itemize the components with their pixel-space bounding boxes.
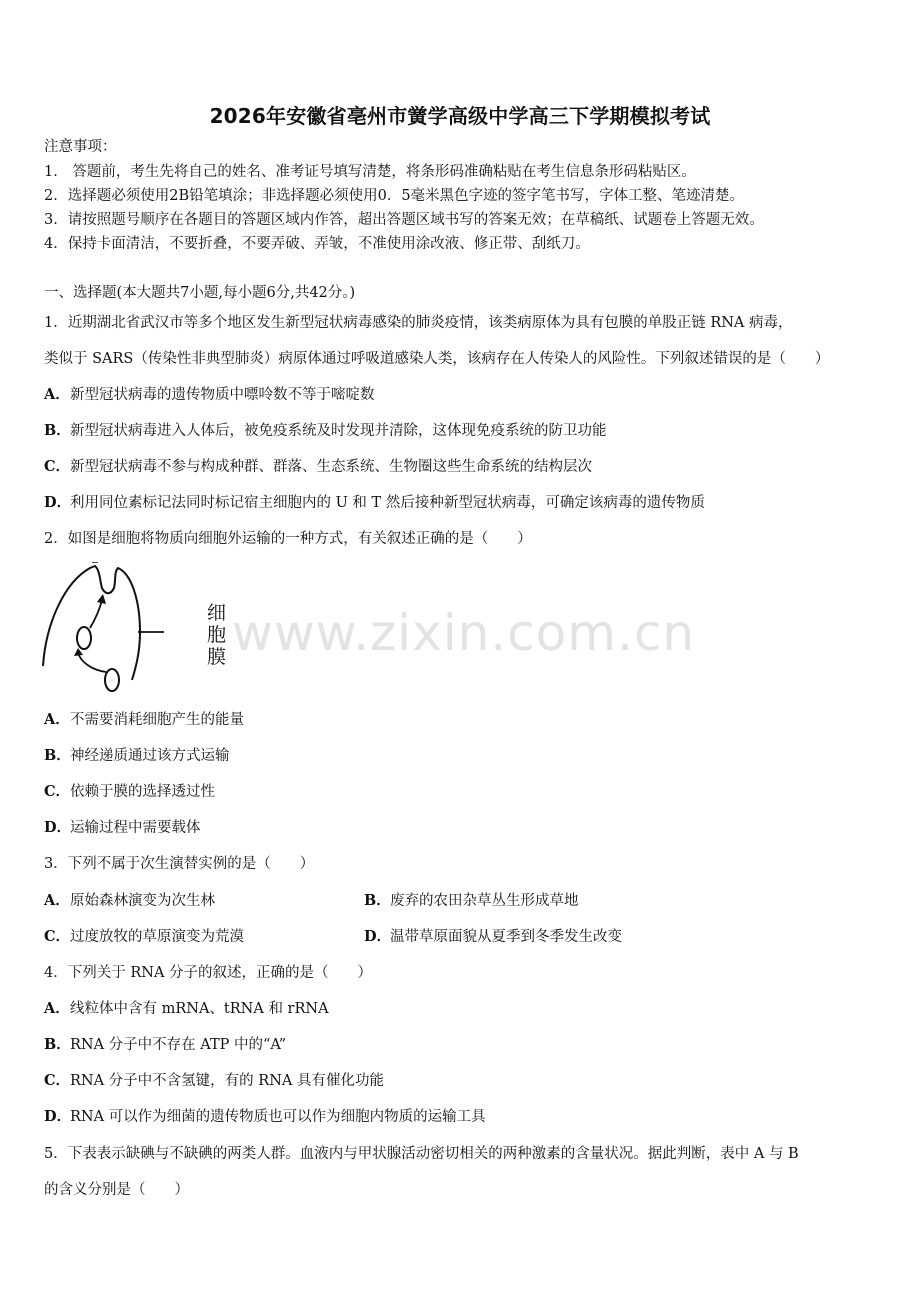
option-label: D． <box>364 928 392 945</box>
option-label: D． <box>44 494 72 511</box>
vesicle-lower <box>105 669 119 691</box>
option-label: B． <box>44 747 71 764</box>
q2-option-c[interactable] <box>44 782 215 802</box>
option-label: D． <box>44 1108 72 1125</box>
q1-option-a[interactable] <box>44 385 375 405</box>
option-label: B． <box>364 892 391 909</box>
option-text: 温带草原面貌从夏季到冬季发生改变 <box>390 929 622 945</box>
option-label: A． <box>44 711 70 728</box>
q3-option-a[interactable] <box>44 891 215 911</box>
membrane-label-char: 胞 <box>207 624 227 646</box>
cell-membrane-curve <box>43 566 140 680</box>
notice-item: 1． 答题前，考生先将自己的姓名、准考证号填写清楚，将条形码准确粘贴在考生信息条形码粘贴区。 <box>44 164 696 180</box>
page-title: 2026年安徽省亳州市黉学高级中学高三下学期模拟考试 <box>209 104 711 128</box>
q1-option-c[interactable] <box>44 457 592 477</box>
watermark: www.zixin.com.cn <box>232 604 696 662</box>
membrane-label-char: 细 <box>207 602 227 624</box>
option-text: RNA 分子中不含氢键，有的 RNA 具有催化功能 <box>70 1073 384 1089</box>
option-text: 运输过程中需要载体 <box>70 820 201 836</box>
option-text: 废弃的农田杂草丛生形成草地 <box>390 893 579 909</box>
q4-option-a[interactable] <box>44 999 329 1019</box>
notice-heading: 注意事项： <box>44 139 117 155</box>
q4-option-d[interactable] <box>44 1107 486 1127</box>
q2-option-d[interactable] <box>44 818 201 838</box>
exocytosis-figure <box>40 562 227 700</box>
q1-stem-line2: 类似于 SARS（传染性非典型肺炎）病原体通过呼吸道感染人类，该病存在人传染人的风险性。下列叙述错误的是（ ） <box>44 351 830 367</box>
q4-stem: 4．下列关于 RNA 分子的叙述，正确的是（ ） <box>44 965 373 981</box>
option-text: 新型冠状病毒不参与构成种群、群落、生态系统、生物圈这些生命系统的结构层次 <box>70 459 592 475</box>
q1-option-b[interactable] <box>44 421 607 441</box>
option-text: 神经递质通过该方式运输 <box>70 748 230 764</box>
arrow-upper <box>90 600 102 628</box>
q2-option-b[interactable] <box>44 746 230 766</box>
exocytosis-diagram <box>40 562 200 700</box>
option-label: D． <box>44 819 72 836</box>
option-text: RNA 可以作为细菌的遗传物质也可以作为细胞内物质的运输工具 <box>70 1109 486 1125</box>
option-label: A． <box>44 1000 70 1017</box>
option-text: 依赖于膜的选择透过性 <box>70 784 215 800</box>
notice-item: 2．选择题必须使用2B铅笔填涂；非选择题必须使用0．5毫米黑色字迹的签字笔书写，字体工整、笔迹清楚。 <box>44 188 745 204</box>
membrane-label-char: 膜 <box>207 646 227 668</box>
q3-option-c[interactable] <box>44 927 244 947</box>
option-text: 新型冠状病毒进入人体后，被免疫系统及时发现并清除，这体现免疫系统的防卫功能 <box>70 423 607 439</box>
option-label: C． <box>44 458 71 475</box>
q2-option-a[interactable] <box>44 710 244 730</box>
option-label: B． <box>44 1036 71 1053</box>
option-text: 线粒体中含有 mRNA、tRNA 和 rRNA <box>70 1001 329 1017</box>
q4-option-b[interactable] <box>44 1035 286 1055</box>
notice-item: 3．请按照题号顺序在各题目的答题区域内作答，超出答题区域书写的答案无效；在草稿纸、试题卷上答题无效。 <box>44 212 764 228</box>
option-label: C． <box>44 1072 71 1089</box>
arrow-upper-head <box>97 594 106 604</box>
q3-stem: 3．下列不属于次生演替实例的是（ ） <box>44 856 315 872</box>
q4-option-c[interactable] <box>44 1071 384 1091</box>
notice-item: 4．保持卡面清洁，不要折叠，不要弄破、弄皱，不准使用涂改液、修正带、刮纸刀。 <box>44 236 590 252</box>
option-text: 过度放牧的草原演变为荒漠 <box>70 929 244 945</box>
option-label: C． <box>44 928 71 945</box>
option-text: RNA 分子中不存在 ATP 中的“A” <box>70 1037 287 1053</box>
q3-option-d[interactable] <box>364 927 622 947</box>
q1-option-d[interactable] <box>44 493 705 513</box>
option-text: 利用同位素标记法同时标记宿主细胞内的 U 和 T 然后接种新型冠状病毒，可确定该病毒的遗传物质 <box>70 495 705 511</box>
option-label: A． <box>44 386 70 403</box>
option-label: A． <box>44 892 70 909</box>
option-label: B． <box>44 422 71 439</box>
option-text: 原始森林演变为次生林 <box>70 893 215 909</box>
q1-stem-line1: 1．近期湖北省武汉市等多个地区发生新型冠状病毒感染的肺炎疫情，该类病原体为具有包膜的单股正链 RNA 病毒， <box>44 315 793 331</box>
q5-stem-line2: 的含义分别是（ ） <box>44 1182 189 1198</box>
option-label: C． <box>44 783 71 800</box>
option-text: 不需要消耗细胞产生的能量 <box>70 712 244 728</box>
q3-option-b[interactable] <box>364 891 579 911</box>
section-heading: 一、选择题(本大题共7小题,每小题6分,共42分。) <box>44 285 356 301</box>
vesicle-middle <box>77 627 91 649</box>
q5-stem-line1: 5．下表表示缺碘与不缺碘的两类人群。血液内与甲状腺活动密切相关的两种激素的含量状况。据此判断，表中 A 与 B <box>44 1146 799 1162</box>
option-text: 新型冠状病毒的遗传物质中嘌呤数不等于嘧啶数 <box>70 387 375 403</box>
q2-stem: 2．如图是细胞将物质向细胞外运输的一种方式，有关叙述正确的是（ ） <box>44 531 532 547</box>
